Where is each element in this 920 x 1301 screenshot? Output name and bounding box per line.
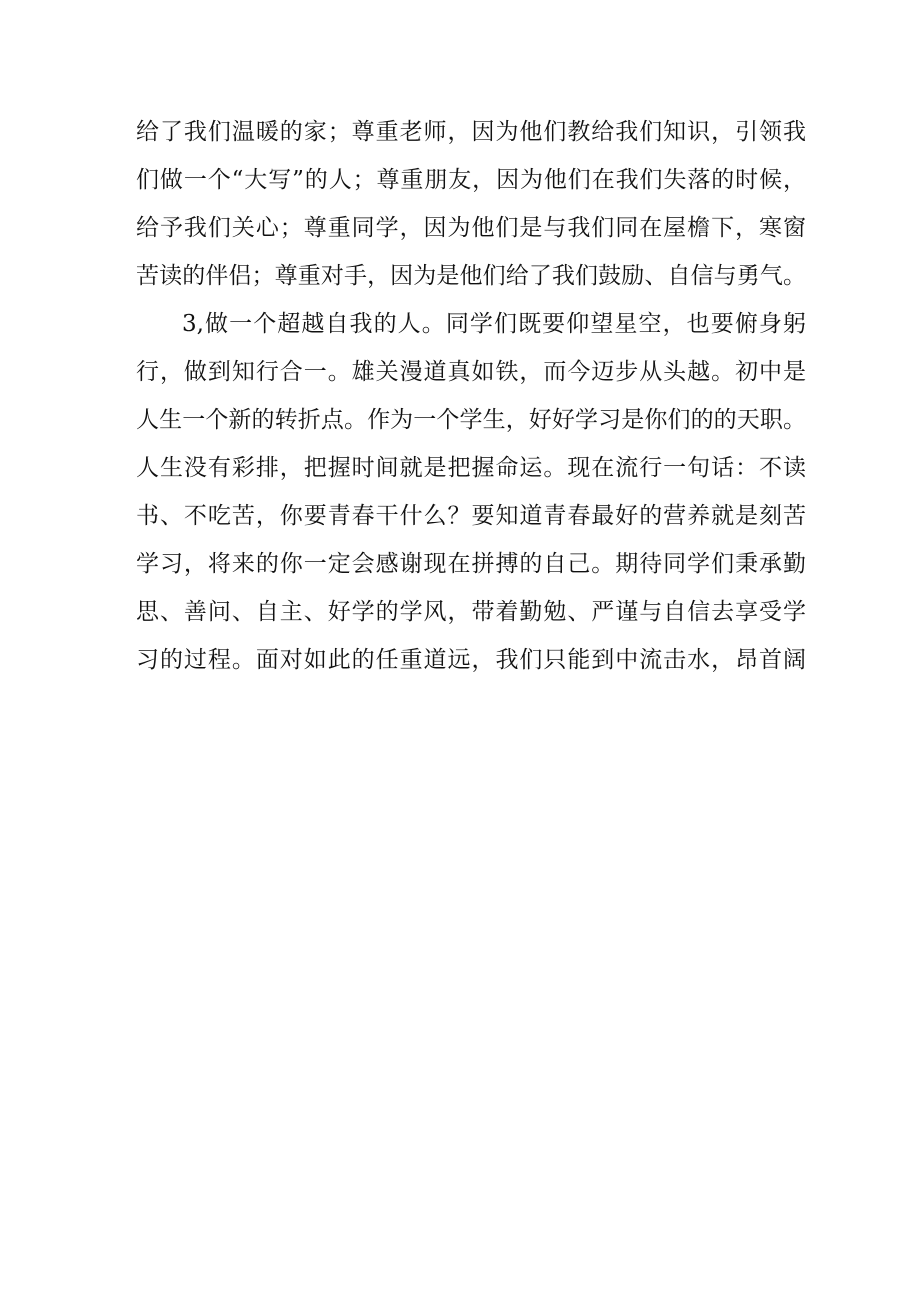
text-line: 们做一个“大写”的人；尊重朋友，因为他们在我们失落的时候， <box>136 167 806 193</box>
text-line: 习的过程。面对如此的任重道远，我们只能到中流击水，昂首阔 <box>136 647 806 673</box>
text-line: 给了我们温暖的家；尊重老师，因为他们教给我们知识，引领我 <box>136 119 806 145</box>
text-line: 人生没有彩排，把握时间就是把握命运。现在流行一句话：不读 <box>136 455 806 481</box>
text-line: 书、不吃苦，你要青春干什么？要知道青春最好的营养就是刻苦 <box>136 503 806 529</box>
text-line: 思、善问、自主、好学的学风，带着勤勉、严谨与自信去享受学 <box>136 599 806 625</box>
text-line: 学习，将来的你一定会感谢现在拼搏的自己。期待同学们秉承勤 <box>136 551 806 577</box>
text-line: 给予我们关心；尊重同学，因为他们是与我们同在屋檐下，寒窗 <box>136 215 806 241</box>
text-line: 行，做到知行合一。雄关漫道真如铁，而今迈步从头越。初中是 <box>136 359 806 385</box>
body-text <box>136 108 806 684</box>
text-line: 3,做一个超越自我的人。同学们既要仰望星空，也要俯身躬 <box>182 311 806 337</box>
text-line: 苦读的伴侣；尊重对手，因为是他们给了我们鼓励、自信与勇气。 <box>136 263 806 289</box>
text-line: 人生一个新的转折点。作为一个学生，好好学习是你们的的天职。 <box>136 407 806 433</box>
